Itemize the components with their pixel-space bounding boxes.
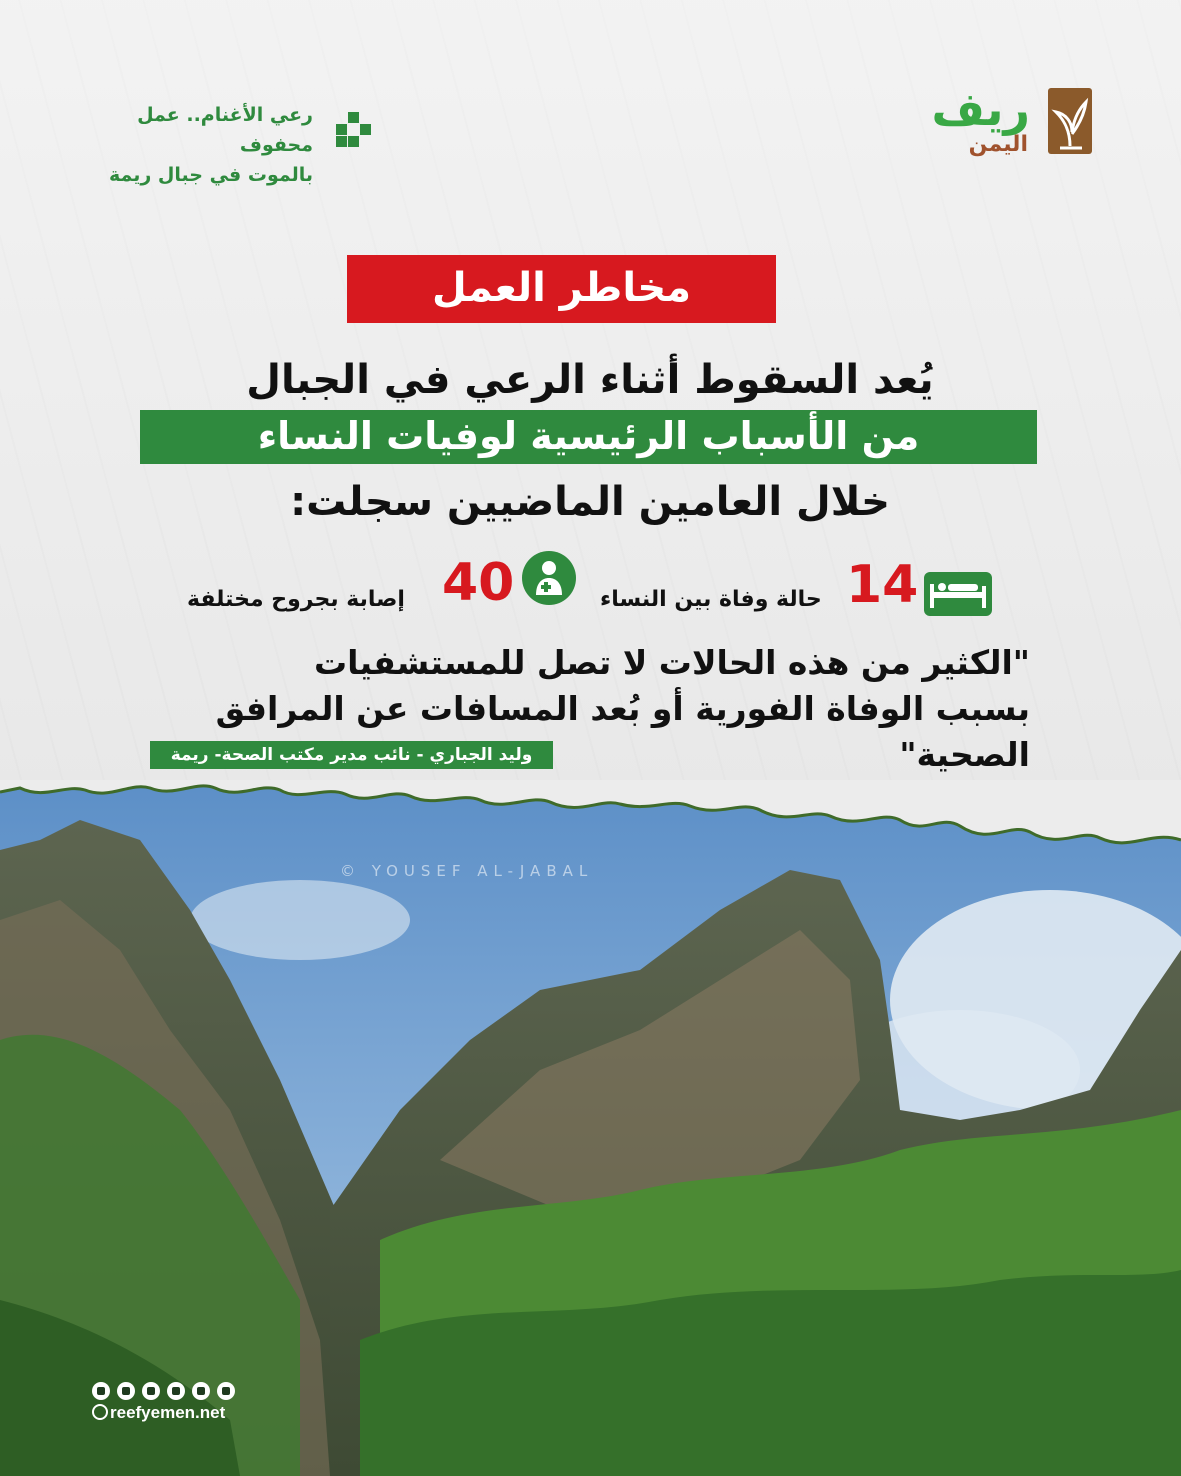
lead-highlight: من الأسباب الرئيسية لوفيات النساء (140, 410, 1037, 464)
leaf-icon (1048, 88, 1092, 154)
logo-sub-text: اليمن (968, 132, 1028, 157)
quote-line-1: "الكثير من هذه الحالات لا تصل للمستشفيات (314, 643, 1030, 682)
deaths-label: حالة وفاة بين النساء (600, 587, 822, 612)
youtube-icon[interactable] (142, 1382, 160, 1400)
bed-icon (922, 572, 994, 616)
logo-main-text: ريف (931, 82, 1030, 136)
instagram-icon[interactable] (167, 1382, 185, 1400)
pixel-decoration-icon (336, 112, 372, 148)
article-subtitle (88, 100, 313, 190)
subtitle-line-2: بالموت في جبال ريمة (108, 164, 313, 186)
subtitle-line-1: رعي الأغنام.. عمل محفوف (137, 104, 313, 156)
lead-line-1: يُعد السقوط أثناء الرعي في الجبال (246, 357, 934, 403)
mountain-photo (0, 780, 1181, 1476)
website-text: reefyemen.net (110, 1403, 226, 1422)
whatsapp-icon[interactable] (192, 1382, 210, 1400)
deaths-number: 14 (846, 555, 919, 615)
injured-person-icon (522, 551, 576, 605)
lead-line-3: خلال العامين الماضيين سجلت: (290, 479, 890, 525)
reef-yemen-logo (892, 82, 1092, 158)
quote-source-badge: وليد الجباري - نائب مدير مكتب الصحة- ريمة (150, 741, 553, 769)
website-link[interactable] (92, 1403, 225, 1423)
section-title: مخاطر العمل (347, 255, 776, 323)
telegram-icon[interactable] (217, 1382, 235, 1400)
globe-icon (92, 1404, 108, 1420)
quote-line-2: بسبب الوفاة الفورية أو بُعد المسافات عن المرافق الصحية" (215, 689, 1030, 774)
injuries-label: إصابة بجروح مختلفة (187, 587, 405, 612)
social-icons (92, 1382, 235, 1400)
photo-watermark: © YOUSEF AL-JABAL (340, 862, 594, 880)
facebook-icon[interactable] (92, 1382, 110, 1400)
injuries-number: 40 (442, 553, 515, 613)
x-icon[interactable] (117, 1382, 135, 1400)
